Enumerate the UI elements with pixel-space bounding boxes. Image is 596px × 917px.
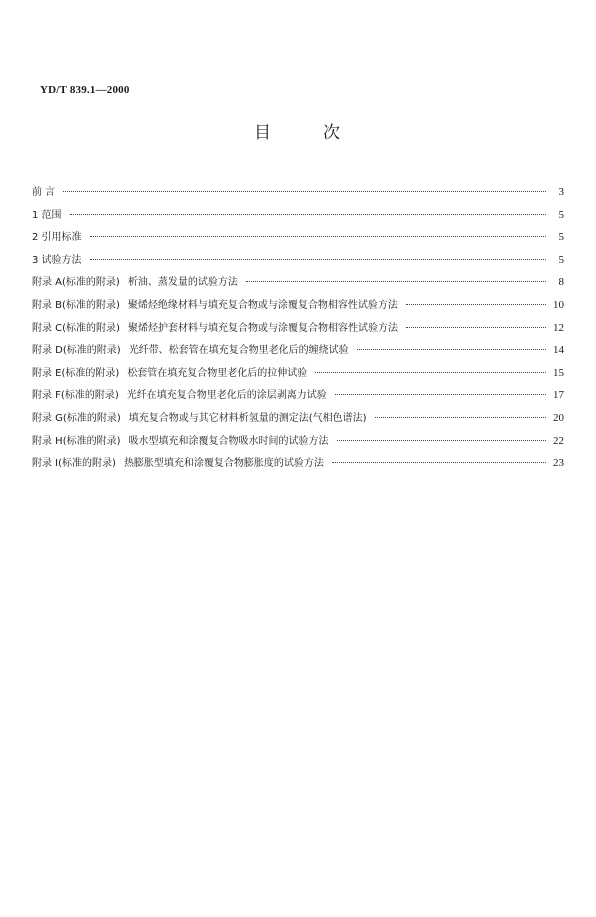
toc-entry-foreword[interactable] <box>32 183 564 206</box>
toc-entry-label: 聚烯烃护套材料与填充复合物或与涂覆复合物相容性试验方法 <box>127 322 398 334</box>
toc-entry-page: 8 <box>558 276 564 289</box>
toc-entry-annex: 附录 A(标准的附录) <box>32 277 120 289</box>
toc-entry-page: 3 <box>558 186 564 198</box>
toc-entry-annex-c[interactable] <box>32 319 564 342</box>
toc-entry-annex-g[interactable] <box>32 409 564 432</box>
toc-entry-annex-a[interactable] <box>32 273 564 296</box>
toc-entry-annex-e[interactable] <box>32 364 564 387</box>
dot-leader <box>335 393 546 395</box>
toc-entry-annex-d[interactable] <box>32 341 564 364</box>
toc-entry-label: 1 范围 <box>32 209 62 221</box>
dot-leader <box>90 235 546 237</box>
toc-entry-annex: 附录 B(标准的附录) <box>32 299 120 311</box>
toc-title-part1: 目 <box>254 123 271 143</box>
toc-entry-page: 20 <box>553 411 564 424</box>
toc-entry-scope[interactable] <box>32 206 564 229</box>
toc-entry-annex: 附录 I(标准的附录) <box>32 458 116 470</box>
toc-entry-annex: 附录 D(标准的附录) <box>32 345 121 357</box>
toc-entry-annex: 附录 E(标准的附录) <box>32 367 120 379</box>
toc-entry-test-methods[interactable] <box>32 251 564 274</box>
dot-leader <box>406 303 546 305</box>
toc-entry-normative-references[interactable] <box>32 228 564 251</box>
toc-entry-label: 热膨胀型填充和涂覆复合物膨胀度的试验方法 <box>123 458 324 470</box>
toc-entry-label: 前 言 <box>32 187 56 198</box>
toc-entry-annex-i[interactable] <box>32 454 564 477</box>
toc-entry-page: 15 <box>553 366 564 379</box>
dot-leader <box>315 371 546 373</box>
standard-code: YD/T 839.1—2000 <box>40 84 130 96</box>
dot-leader <box>90 258 546 260</box>
dot-leader <box>406 326 546 328</box>
toc-entry-page: 10 <box>553 298 564 311</box>
toc-entry-page: 22 <box>553 434 564 447</box>
toc-entry-label: 吸水型填充和涂覆复合物吸水时间的试验方法 <box>128 435 329 447</box>
toc-entry-annex: 附录 C(标准的附录) <box>32 322 120 334</box>
toc-entry-annex-b[interactable] <box>32 296 564 319</box>
toc-entry-label: 光纤带、松套管在填充复合物里老化后的缠绕试验 <box>128 345 349 357</box>
dot-leader <box>337 439 546 441</box>
dot-leader <box>375 416 546 418</box>
toc-entry-page: 5 <box>558 208 564 221</box>
toc-entry-label: 析油、蒸发量的试验方法 <box>127 277 238 289</box>
toc-list <box>32 183 564 477</box>
toc-entry-page: 12 <box>553 321 564 334</box>
toc-entry-annex-f[interactable] <box>32 386 564 409</box>
dot-leader <box>70 213 546 215</box>
toc-entry-label: 光纤在填充复合物里老化后的涂层剥离力试验 <box>126 390 327 402</box>
toc-entry-page: 5 <box>558 253 564 266</box>
toc-entry-label: 填充复合物或与其它材料析氢量的测定法(气相色谱法) <box>128 412 367 424</box>
toc-entry-page: 14 <box>553 344 564 357</box>
toc-entry-page: 17 <box>553 389 564 402</box>
toc-entry-page: 5 <box>558 231 564 244</box>
toc-entry-page: 23 <box>553 457 564 470</box>
toc-entry-annex: 附录 H(标准的附录) <box>32 435 121 447</box>
toc-entry-label: 聚烯烃绝缘材料与填充复合物或与涂覆复合物相容性试验方法 <box>127 299 398 311</box>
toc-entry-annex: 附录 F(标准的附录) <box>32 390 119 402</box>
dot-leader <box>246 280 546 282</box>
toc-entry-label: 松套管在填充复合物里老化后的拉伸试验 <box>127 367 308 379</box>
toc-entry-annex: 附录 G(标准的附录) <box>32 412 121 424</box>
toc-entry-label: 2 引用标准 <box>32 232 82 244</box>
dot-leader <box>63 190 546 192</box>
toc-entry-annex-h[interactable] <box>32 432 564 455</box>
toc-title-part2: 次 <box>323 123 340 143</box>
dot-leader <box>332 461 546 463</box>
dot-leader <box>357 348 546 350</box>
toc-entry-label: 3 试验方法 <box>32 254 82 266</box>
